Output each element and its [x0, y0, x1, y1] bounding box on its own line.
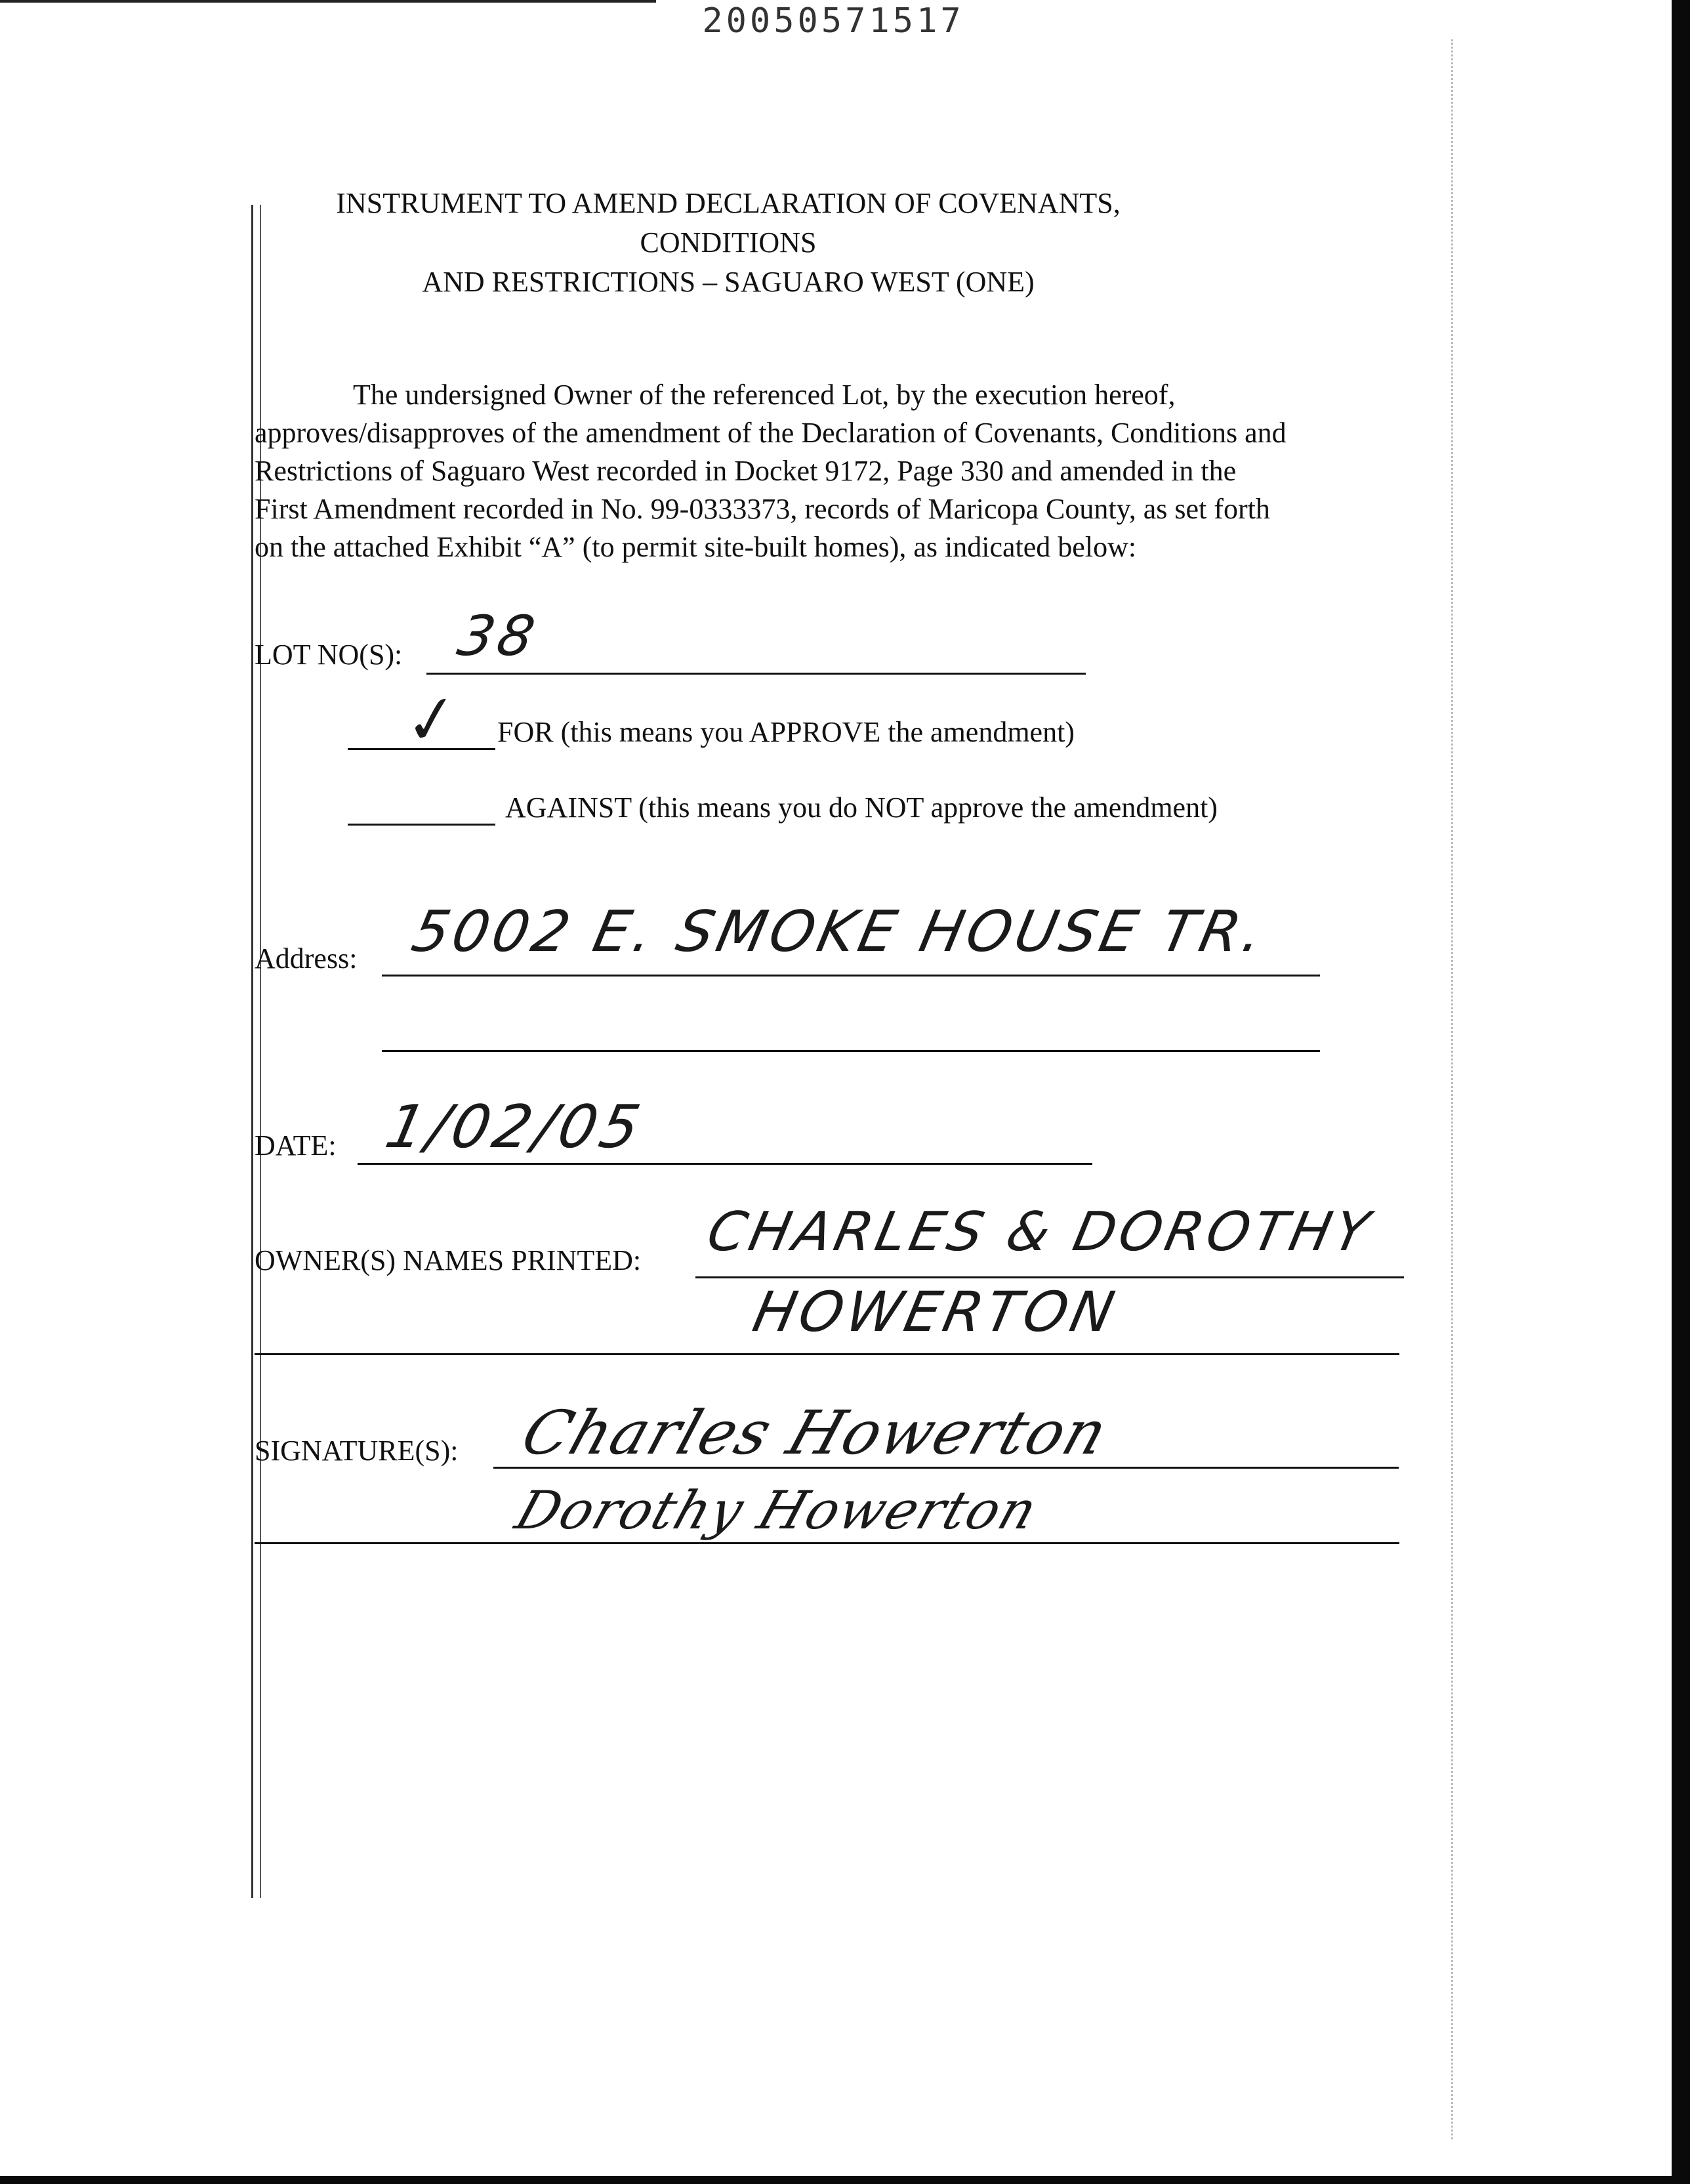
body-line-3: Restrictions of Saguaro West recorded in Docket 9172, Page 330 and amended in the [255, 455, 1237, 487]
title-line-2: AND RESTRICTIONS – SAGUARO WEST (ONE) [422, 266, 1035, 298]
lot-value: 38 [452, 604, 545, 668]
address-line-1 [382, 975, 1320, 976]
owners-line-2 [255, 1353, 1399, 1355]
body-line-5: on the attached Exhibit “A” (to permit site-built homes), as indicated below: [255, 531, 1137, 563]
body-line-1: The undersigned Owner of the referenced Lot, by the execution hereof, [353, 379, 1176, 411]
address-label: Address: [255, 942, 358, 975]
body-line-4: First Amendment recorded in No. 99-0333373, records of Maricopa County, as set forth [255, 493, 1270, 525]
body-line-2: approves/disapproves of the amendment of the Declaration of Covenants, Conditions and [255, 417, 1287, 449]
scan-top-edge-line [0, 0, 656, 3]
for-check-mark: ✓ [401, 677, 466, 762]
document-title [249, 184, 1207, 302]
against-label: AGAINST (this means you do NOT approve the amendment) [505, 791, 1218, 824]
body-paragraph [255, 376, 1435, 566]
owners-value-1: CHARLES & DOROTHY [701, 1201, 1378, 1263]
address-line-2 [382, 1050, 1320, 1052]
title-line-1: INSTRUMENT TO AMEND DECLARATION OF COVENANTS, CONDITIONS [336, 187, 1121, 259]
owners-value-2: HOWERTON [747, 1280, 1124, 1344]
owners-line-1 [695, 1276, 1404, 1278]
recording-number: 20050571517 [702, 1, 964, 41]
scan-bottom-border [0, 2176, 1690, 2184]
lot-label: LOT NO(S): [255, 639, 403, 671]
date-value: 1/02/05 [379, 1093, 650, 1162]
signature-2: Dorothy Howerton [508, 1480, 1046, 1541]
date-label: DATE: [255, 1129, 337, 1162]
for-label: FOR (this means you APPROVE the amendment) [497, 716, 1075, 748]
owners-label: OWNER(S) NAMES PRINTED: [255, 1244, 642, 1276]
date-line [358, 1163, 1092, 1165]
against-blank-line [348, 824, 495, 826]
signature-label: SIGNATURE(S): [255, 1435, 459, 1467]
scan-right-border [1672, 0, 1690, 2184]
lot-line [426, 673, 1086, 675]
scan-artifact-dots [1451, 39, 1456, 2139]
address-value: 5002 E. SMOKE HOUSE TR. [406, 899, 1273, 965]
signature-line-2 [255, 1542, 1399, 1544]
signature-1: Charles Howerton [513, 1398, 1117, 1468]
